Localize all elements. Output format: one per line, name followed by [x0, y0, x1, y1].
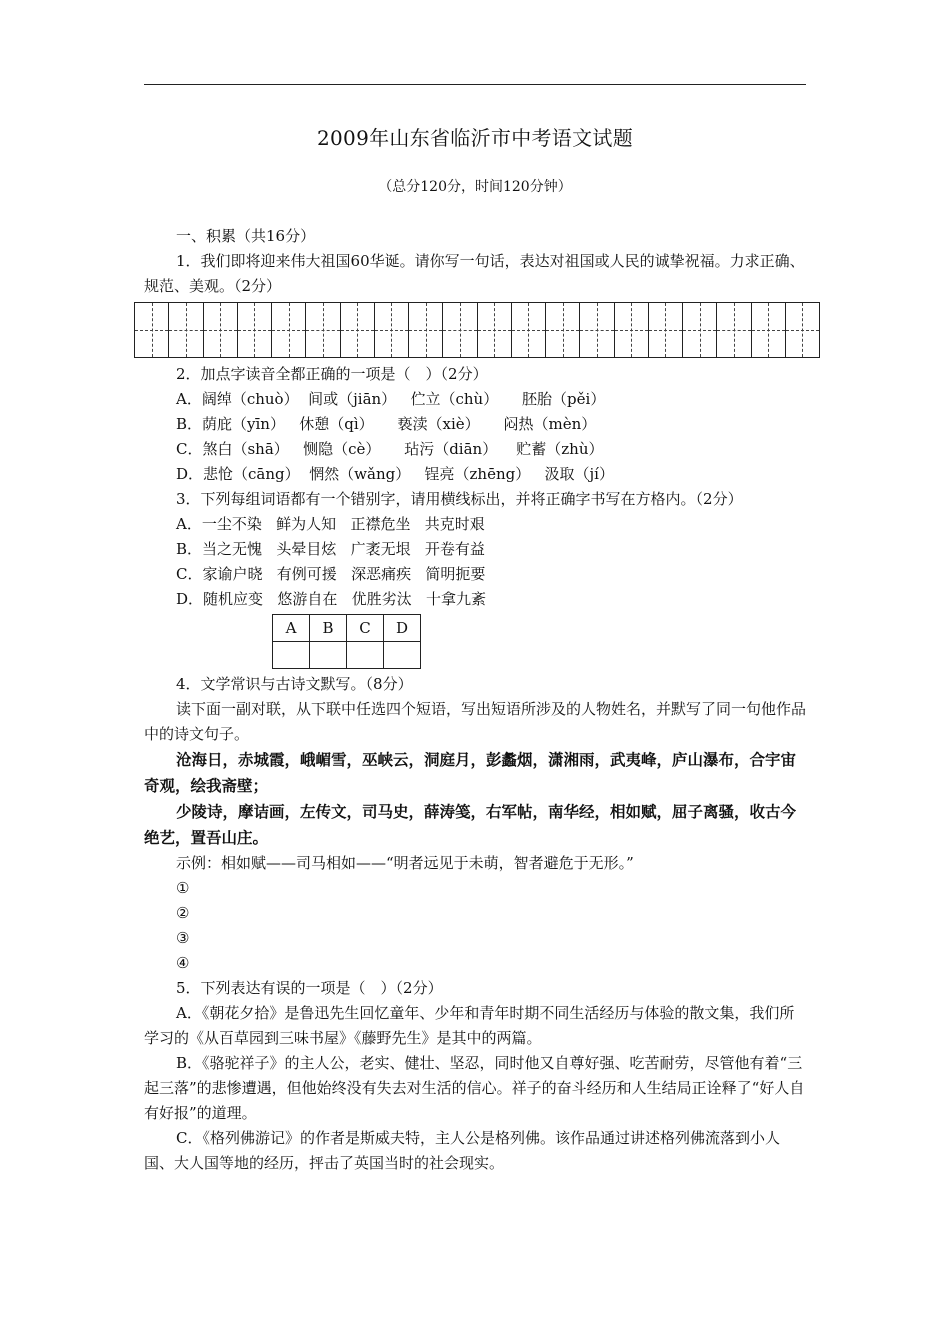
page-title: 2009年山东省临沂市中考语文试题 — [317, 126, 633, 150]
q5-option-c: C．《格列佛游记》的作者是斯威夫特，主人公是格列佛。该作品通过讲述格列佛流落到小人国、大人国等地的经历，抨击了英国当时的社会现实。 — [144, 1129, 780, 1172]
writing-grid-cell[interactable] — [204, 303, 238, 357]
writing-grid-cell[interactable] — [306, 303, 340, 357]
answer-header-c: C — [347, 615, 384, 642]
writing-grid-cell[interactable] — [580, 303, 614, 357]
q3-option-b: B．当之无愧 头晕目炫 广袤无垠 开卷有益 — [176, 540, 485, 558]
section-heading: 一、积累（共16分） — [176, 227, 316, 245]
answer-header-a: A — [273, 615, 310, 642]
answer-cell-d[interactable] — [384, 642, 421, 669]
answer-blank-2: ② — [176, 904, 190, 922]
question-1: 1．我们即将迎来伟大祖国60华诞。请你写一句话，表达对祖国或人民的诚挚祝福。力求正确、规范、美观。（2分） — [144, 252, 805, 295]
writing-grid-cell[interactable] — [752, 303, 786, 357]
q3-option-c: C．家谕户晓 有例可援 深恶痛疾 简明扼要 — [176, 565, 486, 583]
answer-header-b: B — [310, 615, 347, 642]
question-4-stem: 4．文学常识与古诗文默写。（8分） — [176, 675, 413, 693]
q3-option-d: D．随机应变 悠游自在 优胜劣汰 十拿九紊 — [176, 590, 486, 608]
question-4-example: 示例：相如赋——司马相如——“明者远见于未萌，智者避危于无形。” — [176, 854, 634, 872]
writing-grid-cell[interactable] — [683, 303, 717, 357]
writing-grid-cell[interactable] — [786, 303, 819, 357]
q5-option-a: A．《朝花夕拾》是鲁迅先生回忆童年、少年和青年时期不同生活经历与体验的散文集，我们所学习的《从百草园到三味书屋》《藤野先生》是其中的两篇。 — [144, 1004, 795, 1047]
answer-table — [272, 614, 421, 669]
couplet-lower: 少陵诗，摩诘画，左传文，司马史，薛涛笺，右军帖，南华经，相如赋，屈子离骚，收古今绝艺，置吾山庄。 — [144, 803, 797, 847]
header-rule — [144, 84, 806, 85]
answer-blank-4: ④ — [176, 954, 190, 972]
writing-grid-cell[interactable] — [717, 303, 751, 357]
writing-grid-cell[interactable] — [135, 303, 169, 357]
writing-grid-cell[interactable] — [238, 303, 272, 357]
writing-grid-cell[interactable] — [443, 303, 477, 357]
answer-cell-b[interactable] — [310, 642, 347, 669]
question-2-stem: 2．加点字读音全都正确的一项是（ ）（2分） — [176, 365, 488, 383]
writing-grid-cell[interactable] — [615, 303, 649, 357]
q2-option-a: A．阔绰（chuò） 间或（jiān） 伫立（chù） 胚胎（pěi） — [176, 390, 606, 408]
q2-option-d: D．悲怆（cāng） 惘然（wǎng） 锃亮（zhēng） 汲取（jí） — [176, 465, 614, 483]
couplet-upper: 沧海日，赤城霞，峨嵋雪，巫峡云，洞庭月，彭蠡烟，潇湘雨，武夷峰，庐山瀑布，合宇宙奇观，绘我斋壁； — [144, 751, 797, 795]
q2-option-c: C．煞白（shā） 恻隐（cè） 玷污（diān） 贮蓄（zhù） — [176, 440, 604, 458]
answer-header-d: D — [384, 615, 421, 642]
writing-grid-cell[interactable] — [272, 303, 306, 357]
writing-grid-cell[interactable] — [478, 303, 512, 357]
question-5-stem: 5．下列表达有误的一项是（ ）（2分） — [176, 979, 443, 997]
exam-content — [144, 224, 806, 1176]
question-4-intro: 读下面一副对联，从下联中任选四个短语，写出短语所涉及的人物姓名，并默写了同一句他作品中的诗文句子。 — [144, 700, 807, 743]
writing-grid[interactable] — [134, 302, 820, 358]
q2-option-b: B．荫庇（yīn） 休憩（qì） 亵渎（xiè） 闷热（mèn） — [176, 415, 597, 433]
writing-grid-cell[interactable] — [546, 303, 580, 357]
writing-grid-cell[interactable] — [375, 303, 409, 357]
answer-cell-a[interactable] — [273, 642, 310, 669]
answer-blank-3: ③ — [176, 929, 190, 947]
q5-option-b: B．《骆驼祥子》的主人公，老实、健壮、坚忍，同时他又自尊好强、吃苦耐劳，尽管他有着“三起三落”的悲惨遭遇，但他始终没有失去对生活的信心。祥子的奋斗经历和人生结局正诠释了“好人自有好报”的道理。 — [144, 1054, 805, 1122]
writing-grid-cell[interactable] — [649, 303, 683, 357]
writing-grid-cell[interactable] — [169, 303, 203, 357]
writing-grid-cell[interactable] — [341, 303, 375, 357]
answer-cell-c[interactable] — [347, 642, 384, 669]
writing-grid-cell[interactable] — [409, 303, 443, 357]
q3-option-a: A．一尘不染 鲜为人知 正襟危坐 共克时艰 — [176, 515, 485, 533]
question-3-stem: 3．下列每组词语都有一个错别字，请用横线标出，并将正确字书写在方格内。（2分） — [176, 490, 743, 508]
page-subtitle: （总分120分，时间120分钟） — [378, 179, 572, 195]
answer-blank-1: ① — [176, 879, 190, 897]
writing-grid-cell[interactable] — [512, 303, 546, 357]
